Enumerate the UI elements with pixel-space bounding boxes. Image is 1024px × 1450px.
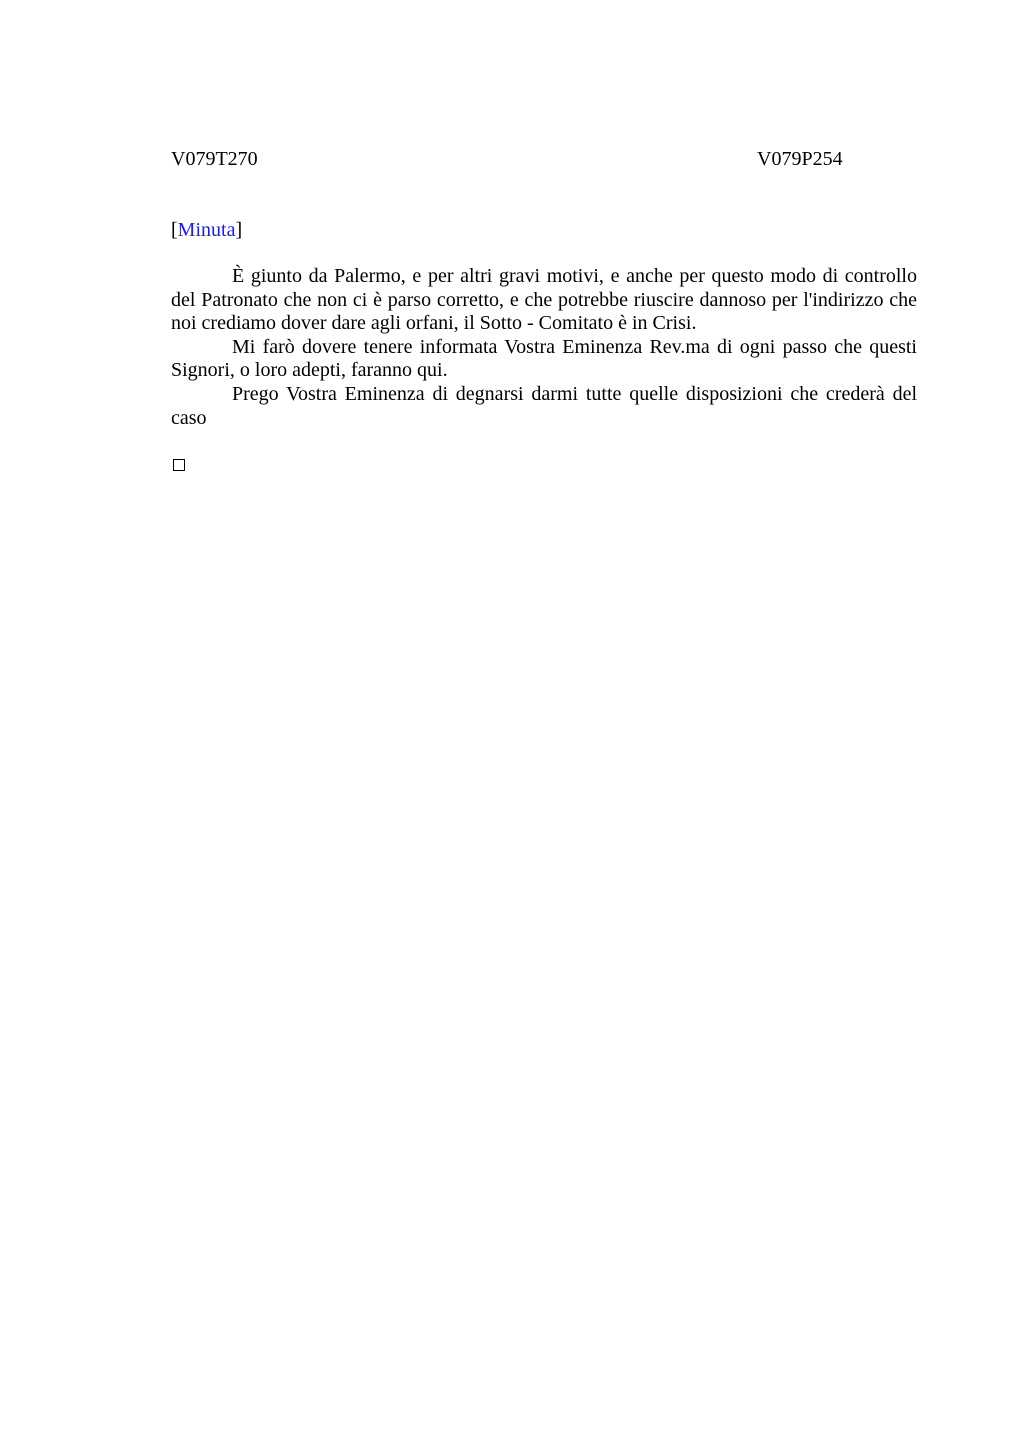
empty-square-icon bbox=[173, 459, 185, 471]
minuta-line bbox=[171, 217, 242, 243]
paragraph-1: È giunto da Palermo, e per altri gravi motivi, e anche per questo modo di controllo del Patronato che non ci è parso corretto, e che potrebbe riuscire dannoso per l'indirizzo che noi crediamo dover dare agli orfani, il Sotto - Comitato è in Crisi. bbox=[171, 265, 917, 335]
letter-body bbox=[171, 265, 917, 430]
paragraph-2: Mi farò dovere tenere informata Vostra Eminenza Rev.ma di ogni passo che questi Signori, o loro adepti, faranno qui. bbox=[171, 335, 917, 382]
minuta-link[interactable]: Minuta bbox=[177, 219, 236, 241]
minuta-close-bracket: ] bbox=[235, 219, 243, 241]
document-header bbox=[171, 146, 851, 172]
document-code-left: V079T270 bbox=[171, 148, 258, 170]
minuta-open-bracket: [ bbox=[171, 219, 178, 241]
document-code-right: V079P254 bbox=[757, 148, 843, 170]
paragraph-3: Prego Vostra Eminenza di degnarsi darmi tutte quelle disposizioni che crederà del caso bbox=[171, 382, 917, 429]
